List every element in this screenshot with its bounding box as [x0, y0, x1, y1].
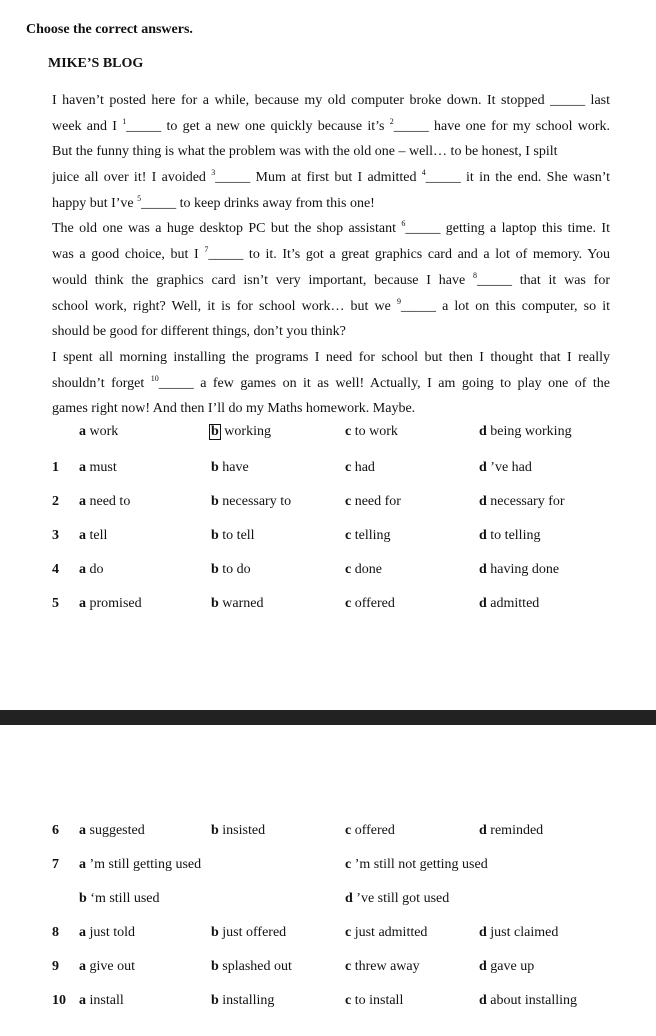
question-row — [0, 528, 656, 548]
passage-line — [52, 165, 610, 191]
option-b[interactable]: b installing — [211, 993, 275, 1008]
option-a[interactable]: a promised — [79, 596, 142, 611]
passage-text: I haven’t posted here for a while, because my old computer broke down. It stopped — [52, 93, 551, 108]
blog-passage — [52, 88, 610, 422]
option-d[interactable]: d about installing — [479, 993, 578, 1008]
answer-blank: _____ — [393, 118, 429, 134]
option-b[interactable]: b ‘m still used — [79, 891, 160, 906]
option-a[interactable]: a just told — [79, 925, 136, 940]
question-number: 1 — [52, 460, 59, 475]
gap-number: 3 — [211, 168, 216, 178]
question-row — [0, 494, 656, 514]
passage-line — [52, 242, 610, 268]
question-row — [0, 959, 656, 979]
passage-text: a lot on this computer, so it — [435, 298, 610, 314]
gap-number: 9 — [396, 296, 401, 306]
option-b[interactable]: b to do — [211, 562, 251, 577]
option-d[interactable]: d having done — [479, 562, 560, 577]
passage-text: last — [585, 93, 610, 108]
question-number: 3 — [52, 528, 59, 543]
option-c[interactable]: c threw away — [345, 959, 420, 974]
option-a[interactable]: a give out — [79, 959, 135, 974]
gap-number: 10 — [150, 373, 159, 383]
example-option-a[interactable]: a work — [79, 424, 119, 439]
example-option-c[interactable]: c to work — [345, 424, 398, 439]
option-c[interactable]: c offered — [345, 596, 395, 611]
passage-text: have one for my school work. — [428, 118, 610, 134]
gap-number: 6 — [401, 219, 406, 229]
question-row — [0, 823, 656, 843]
example-option-b[interactable]: b working — [211, 424, 271, 439]
option-b[interactable]: b have — [211, 460, 249, 475]
option-d[interactable]: d ’ve still got used — [345, 891, 450, 906]
option-b[interactable]: b to tell — [211, 528, 255, 543]
passage-text: to it. It’s got a great graphics card and a lot of memory. You — [243, 247, 610, 263]
answer-blank: _____ — [126, 118, 162, 134]
option-d[interactable]: d admitted — [479, 596, 540, 611]
question-number: 6 — [52, 823, 59, 838]
example-row — [0, 424, 656, 444]
gap-number: 1 — [122, 116, 127, 126]
selected-answer-box: b — [211, 424, 219, 439]
option-a[interactable]: a do — [79, 562, 104, 577]
option-d[interactable]: d ’ve had — [479, 460, 532, 475]
passage-text: The old one was a huge desktop PC but the shop assistant — [52, 221, 402, 237]
option-a[interactable]: a tell — [79, 528, 108, 543]
example-option-d[interactable]: d being working — [479, 424, 572, 439]
question-row — [0, 596, 656, 616]
passage-line — [52, 268, 610, 294]
answer-blank: _____ — [400, 298, 436, 314]
option-a[interactable]: a must — [79, 460, 117, 475]
option-c[interactable]: c offered — [345, 823, 395, 838]
passage-text: Mum at first but I admitted — [250, 170, 422, 186]
option-a[interactable]: a install — [79, 993, 124, 1008]
question-number: 7 — [52, 857, 59, 872]
option-b[interactable]: b splashed out — [211, 959, 292, 974]
gap-number: 2 — [389, 116, 394, 126]
passage-line — [52, 396, 610, 422]
passage-text: to get a new one quickly because it’s — [161, 118, 390, 134]
answer-blank: _____ — [158, 375, 194, 391]
passage-text: to keep drinks away from this one! — [176, 195, 375, 211]
passage-line — [52, 319, 610, 345]
option-c[interactable]: c just admitted — [345, 925, 428, 940]
option-b[interactable]: b just offered — [211, 925, 287, 940]
passage-text: should be good for different things, don’t you think? — [52, 324, 346, 340]
passage-line — [52, 191, 610, 217]
passage-text: juice all over it! I avoided — [52, 170, 212, 186]
option-b[interactable]: b warned — [211, 596, 264, 611]
passage-line — [52, 139, 610, 165]
passage-text: But the funny thing is what the problem was with the old one – well… to be honest, I spilt — [52, 144, 558, 160]
passage-text: school work, right? Well, it is for school work… but we — [52, 298, 397, 314]
passage-text: it in the end. She wasn’t — [460, 170, 610, 186]
passage-line — [52, 371, 610, 397]
question-number: 9 — [52, 959, 59, 974]
option-d[interactable]: d to telling — [479, 528, 541, 543]
gap-number: 4 — [421, 168, 426, 178]
passage-text: I spent all morning installing the programs I need for school but then I thought that I really — [52, 349, 610, 365]
passage-text: was a good choice, but I — [52, 247, 205, 263]
page-divider — [0, 710, 656, 725]
option-d[interactable]: d gave up — [479, 959, 535, 974]
option-b[interactable]: b insisted — [211, 823, 266, 838]
option-c[interactable]: c had — [345, 460, 375, 475]
option-b[interactable]: b necessary to — [211, 494, 292, 509]
option-c[interactable]: c done — [345, 562, 382, 577]
answer-blank: _____ — [208, 247, 244, 263]
option-a[interactable]: a need to — [79, 494, 131, 509]
passage-text: shouldn’t forget — [52, 375, 151, 391]
question-number: 5 — [52, 596, 59, 611]
passage-line — [52, 216, 610, 242]
question-row — [0, 562, 656, 582]
option-c[interactable]: c need for — [345, 494, 401, 509]
question-number: 2 — [52, 494, 59, 509]
answer-blank: _____ — [141, 195, 177, 211]
passage-text: games right now! And then I’ll do my Maths homework. Maybe. — [52, 401, 416, 417]
option-c[interactable]: c ’m still not getting used — [345, 857, 488, 872]
option-c[interactable]: c to install — [345, 993, 404, 1008]
instructions: Choose the correct answers. — [26, 22, 193, 37]
question-number: 10 — [52, 993, 66, 1008]
option-d[interactable]: d necessary for — [479, 494, 565, 509]
passage-text: would think the graphics card isn’t very important, because I have — [52, 272, 473, 288]
gap-number: 5 — [137, 193, 142, 203]
option-d[interactable]: d just claimed — [479, 925, 559, 940]
question-row — [0, 857, 656, 877]
answer-blank: _____ — [215, 170, 251, 186]
option-c[interactable]: c telling — [345, 528, 391, 543]
answer-blank: _____ — [550, 93, 586, 108]
option-a[interactable]: a suggested — [79, 823, 145, 838]
option-d[interactable]: d reminded — [479, 823, 544, 838]
passage-line — [52, 88, 610, 114]
passage-line — [52, 114, 610, 140]
question-row — [0, 925, 656, 945]
option-a[interactable]: a ’m still getting used — [79, 857, 202, 872]
gap-number: 8 — [472, 270, 477, 280]
passage-text: getting a laptop this time. It — [440, 221, 610, 237]
gap-number: 7 — [204, 245, 209, 255]
question-row — [0, 460, 656, 480]
question-number: 8 — [52, 925, 59, 940]
passage-text: happy but I’ve — [52, 195, 138, 211]
question-row-continued — [0, 891, 656, 911]
passage-text: that it was for — [511, 272, 610, 288]
blog-title: MIKE’S BLOG — [48, 56, 144, 71]
question-row — [0, 993, 656, 1013]
passage-line — [52, 345, 610, 371]
question-number: 4 — [52, 562, 59, 577]
passage-line — [52, 294, 610, 320]
passage-text: week and I — [52, 118, 123, 134]
answer-blank: _____ — [405, 221, 441, 237]
answer-blank: _____ — [476, 272, 512, 288]
answer-blank: _____ — [425, 170, 461, 186]
passage-text: a few games on it as well! Actually, I am going to play one of the — [193, 375, 610, 391]
